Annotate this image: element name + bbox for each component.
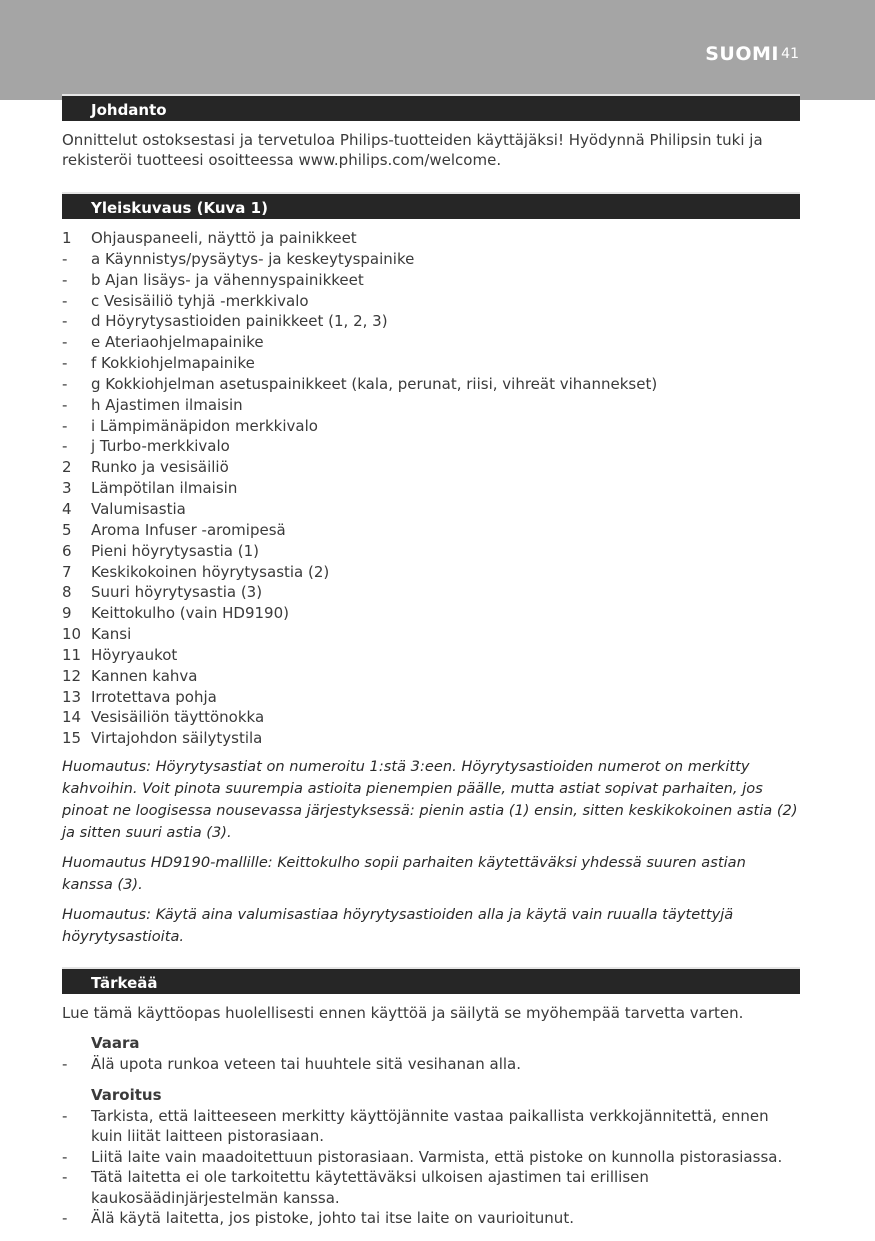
page-header-bar [0,0,875,100]
overview-list-item [62,707,800,728]
list-item-text: g Kokkiohjelman asetuspainikkeet (kala, perunat, riisi, vihreät vihannekset) [91,374,658,393]
overview-list-item [62,541,800,562]
overview-list-item [62,478,800,499]
list-marker: - [62,374,68,393]
list-item-text: Lämpötilan ilmaisin [91,479,238,498]
list-item-text: e Ateriaohjelmapainike [91,333,264,352]
note-stacking: Huomautus: Höyrytysastiat on numeroitu 1:stä 3:een. Höyrytysastioiden numerot on merkitty kahvoihin. Voit pinota suurempia astioita pienempien päälle, mutta astiat sopivat parhaiten, jos pinoat ne loogisessa nousevassa järjestyksessä: pienin astia (1) ensin, sitten keskikokoinen astia (2) ja sitten suuri astia (3). [62,758,798,842]
overview-list-item [62,311,800,332]
overview-list-item [62,645,800,666]
list-marker: - [62,395,68,414]
list-item-text: Valumisastia [91,499,186,518]
list-marker: - [62,354,68,373]
overview-list-item [62,291,800,312]
list-marker: - [62,270,68,289]
list-item-text: Runko ja vesisäiliö [91,458,229,477]
list-marker: 11 [62,645,82,664]
overview-list-item [62,416,800,437]
overview-list-item [62,270,800,291]
list-item-text: d Höyrytysastioiden painikkeet (1, 2, 3) [91,312,388,331]
list-marker: 10 [62,625,82,644]
page-number: 41 [781,46,799,62]
list-item-text: Kansi [91,625,132,644]
overview-list-item [62,624,800,645]
page-content [62,94,800,1229]
list-marker: 15 [62,729,82,748]
list-marker: - [62,291,68,310]
list-item-text: h Ajastimen ilmaisin [91,395,243,414]
list-marker: 12 [62,666,82,685]
list-item-text: Kannen kahva [91,666,198,685]
list-item-text: Virtajohdon säilytystila [91,729,263,748]
overview-list-item [62,436,800,457]
list-marker: - [62,1209,68,1228]
overview-list-item [62,499,800,520]
list-marker: - [62,437,68,456]
list-item-text: Liitä laite vain maadoitettuun pistorasiaan. Varmista, että pistoke on kunnolla pistorasiassa. [91,1147,783,1166]
list-marker: 2 [62,458,72,477]
list-marker: - [62,1106,68,1125]
list-item-text: Pieni höyrytysastia (1) [91,541,259,560]
overview-list-item [62,228,800,249]
list-item-text: Älä käytä laitetta, jos pistoke, johto tai itse laite on vaurioitunut. [91,1209,574,1228]
list-marker: - [62,416,68,435]
overview-list-item [62,520,800,541]
list-marker: 8 [62,583,72,602]
danger-heading: Vaara [91,1034,140,1053]
list-item-text: Suuri höyrytysastia (3) [91,583,263,602]
list-item-text: f Kokkiohjelmapainike [91,354,255,373]
list-marker: 1 [62,229,72,247]
overview-notes [62,756,800,948]
overview-list-item [62,332,800,353]
overview-list-item [62,666,800,687]
list-marker: 5 [62,520,72,539]
note-hd9190: Huomautus HD9190-mallille: Keittokulho sopii parhaiten käytettäväksi yhdessä suuren astian kanssa (3). [62,854,746,894]
warning-list-item [62,1147,800,1168]
list-item-text: i Lämpimänäpidon merkkivalo [91,416,318,435]
list-marker: 3 [62,479,72,498]
overview-list-item [62,374,800,395]
overview-list-item [62,395,800,416]
overview-list-item [62,728,800,749]
note-drip-tray: Huomautus: Käytä aina valumisastiaa höyrytysastioiden alla ja käytä vain ruualla täytettyjä höyrytysastioita. [62,906,734,946]
important-paragraph: Lue tämä käyttöopas huolellisesti ennen käyttöä ja säilytä se myöhempää tarvetta varten. [62,1004,744,1023]
list-item-text: Ohjauspaneeli, näyttö ja painikkeet [91,229,357,247]
list-marker: - [62,333,68,352]
list-marker: 13 [62,687,82,706]
overview-list-item [62,562,800,583]
list-item-text: Höyryaukot [91,645,178,664]
overview-list [62,228,800,749]
overview-list-item [62,687,800,708]
warning-list-item [62,1208,800,1229]
list-marker: - [62,312,68,331]
list-marker: 6 [62,541,72,560]
overview-list-item [62,582,800,603]
list-item-text: Irrotettava pohja [91,687,217,706]
warning-heading: Varoitus [91,1085,162,1104]
list-item-text: b Ajan lisäys- ja vähennyspainikkeet [91,270,364,289]
list-marker: - [62,1055,68,1074]
warning-list-item [62,1167,800,1208]
list-item-text: j Turbo-merkkivalo [91,437,230,456]
section-heading-important: Tärkeää [62,967,800,994]
section-heading-intro: Johdanto [62,94,800,121]
overview-list-item [62,603,800,624]
list-item-text: Keittokulho (vain HD9190) [91,604,289,623]
section-heading-overview: Yleiskuvaus (Kuva 1) [62,192,800,219]
list-marker: 7 [62,562,72,581]
intro-paragraph: Onnittelut ostoksestasi ja tervetuloa Philips-tuotteiden käyttäjäksi! Hyödynnä Philipsin tuki ja rekisteröi tuotteesi osoitteessa www.philips.com/welcome. [62,131,763,169]
list-marker: 9 [62,604,72,623]
list-item-text: c Vesisäiliö tyhjä -merkkivalo [91,291,309,310]
warning-list-item [62,1106,800,1147]
list-marker: - [62,249,68,268]
list-item-text: Keskikokoinen höyrytysastia (2) [91,562,330,581]
warning-list [62,1106,800,1229]
overview-list-item [62,457,800,478]
language-label: SUOMI [705,43,779,65]
list-marker: 14 [62,708,82,727]
overview-list-item [62,249,800,270]
danger-list-item [62,1054,800,1075]
list-item-text: a Käynnistys/pysäytys- ja keskeytyspainike [91,249,415,268]
list-marker: - [62,1168,68,1187]
danger-list [62,1054,800,1075]
list-item-text: Älä upota runkoa veteen tai huuhtele sitä vesihanan alla. [91,1055,522,1074]
list-item-text: Tarkista, että laitteeseen merkitty käyttöjännite vastaa paikallista verkkojännitettä, ennen kuin liität laitteen pistorasiaan. [91,1106,769,1146]
overview-list-item [62,353,800,374]
list-marker: - [62,1147,68,1166]
list-item-text: Vesisäiliön täyttönokka [91,708,265,727]
list-item-text: Tätä laitetta ei ole tarkoitettu käytettäväksi ulkoisen ajastimen tai erillisen kaukosäädinjärjestelmän kanssa. [91,1168,649,1207]
list-marker: 4 [62,499,72,518]
list-item-text: Aroma Infuser -aromipesä [91,520,286,539]
